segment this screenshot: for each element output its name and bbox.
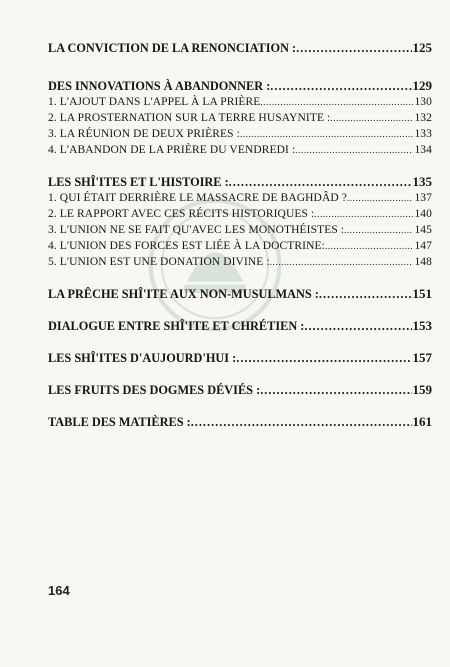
toc-entry[interactable] <box>48 238 432 254</box>
toc-entry-page: 135 <box>412 174 432 189</box>
toc-entry-page: 134 <box>414 144 432 156</box>
toc-entry[interactable] <box>48 78 432 94</box>
dot-leader <box>260 94 413 110</box>
dot-leader <box>347 190 413 206</box>
toc-entry-title: LES SHÎ'ITES D'AUJOURD'HUI : <box>48 351 237 365</box>
dot-leader <box>236 350 411 366</box>
dot-leader <box>314 206 413 222</box>
toc-entry-title: 2. LE RAPPORT AVEC CES RÉCITS HISTORIQUES : <box>48 208 315 220</box>
toc-entry-page: 157 <box>412 350 432 365</box>
toc-entry[interactable] <box>48 414 432 430</box>
toc-entry[interactable] <box>48 318 432 334</box>
dot-leader <box>260 382 411 398</box>
toc-entry-title: 1. L'AJOUT DANS L'APPEL À LA PRIÈRE <box>48 96 261 108</box>
dot-leader <box>296 40 411 56</box>
toc-entry[interactable] <box>48 222 432 238</box>
toc-entry-title: LES SHÎ'ITES ET L'HISTOIRE : <box>48 175 229 189</box>
dot-leader <box>295 142 413 158</box>
toc-entry-title: 4. L'ABANDON DE LA PRIÈRE DU VENDREDI : <box>48 144 296 156</box>
toc-entry-title: 5. L'UNION EST UNE DONATION DIVINE : <box>48 256 270 268</box>
dot-leader <box>229 174 412 190</box>
toc-entry-page: 133 <box>414 128 432 140</box>
toc-entry[interactable] <box>48 94 432 110</box>
toc-entry-page: 129 <box>412 78 432 93</box>
toc-entry-title: DES INNOVATIONS À ABANDONNER : <box>48 79 271 93</box>
toc-entry-title: LA PRÊCHE SHÎ'ITE AUX NON-MUSULMANS : <box>48 287 319 301</box>
toc-entry-page: 137 <box>414 192 432 204</box>
toc-entry[interactable] <box>48 126 432 142</box>
toc-entry-page: 153 <box>412 318 432 333</box>
dot-leader <box>270 78 411 94</box>
toc-entry[interactable] <box>48 142 432 158</box>
toc-entry-page: 161 <box>412 414 432 429</box>
page-number: 164 <box>48 583 70 598</box>
dot-leader <box>330 110 413 126</box>
toc-entry-page: 147 <box>414 240 432 252</box>
toc-entry-title: 4. L'UNION DES FORCES EST LIÉE À LA DOCTRINE: <box>48 240 325 252</box>
dot-leader <box>240 126 414 142</box>
toc-entry-title: LES FRUITS DES DOGMES DÉVIÉS : <box>48 383 261 397</box>
toc-entry-title: 3. LA RÉUNION DE DEUX PRIÈRES : <box>48 128 240 140</box>
table-of-contents <box>48 40 432 430</box>
toc-entry[interactable] <box>48 382 432 398</box>
toc-entry-page: 145 <box>414 224 432 236</box>
toc-entry-title: TABLE DES MATIÈRES : <box>48 415 191 429</box>
dot-leader <box>344 222 413 238</box>
dot-leader <box>319 286 412 302</box>
toc-entry-title: DIALOGUE ENTRE SHÎ'ITE ET CHRÉTIEN : <box>48 319 305 333</box>
toc-entry[interactable] <box>48 350 432 366</box>
toc-entry-page: 132 <box>414 112 432 124</box>
toc-entry-page: 151 <box>412 286 432 301</box>
dot-leader <box>325 238 414 254</box>
dot-leader <box>270 254 414 270</box>
toc-entry[interactable] <box>48 40 432 56</box>
toc-entry-page: 140 <box>414 208 432 220</box>
toc-entry[interactable] <box>48 190 432 206</box>
toc-entry[interactable] <box>48 110 432 126</box>
dot-leader <box>191 414 412 430</box>
toc-entry[interactable] <box>48 206 432 222</box>
toc-entry[interactable] <box>48 286 432 302</box>
dot-leader <box>304 318 411 334</box>
toc-entry-title: 3. L'UNION NE SE FAIT QU'AVEC LES MONOTHÉISTES : <box>48 224 345 236</box>
toc-entry-page: 125 <box>412 40 432 55</box>
toc-entry-title: 2. LA PROSTERNATION SUR LA TERRE HUSAYNITE : <box>48 112 331 124</box>
toc-entry-page: 159 <box>412 382 432 397</box>
toc-entry[interactable] <box>48 254 432 270</box>
toc-entry[interactable] <box>48 174 432 190</box>
toc-entry-page: 148 <box>414 256 432 268</box>
toc-entry-page: 130 <box>414 96 432 108</box>
toc-entry-title: LA CONVICTION DE LA RENONCIATION : <box>48 41 297 55</box>
toc-entry-title: 1. QUI ÉTAIT DERRIÈRE LE MASSACRE DE BAGHDÂD ? <box>48 192 347 204</box>
